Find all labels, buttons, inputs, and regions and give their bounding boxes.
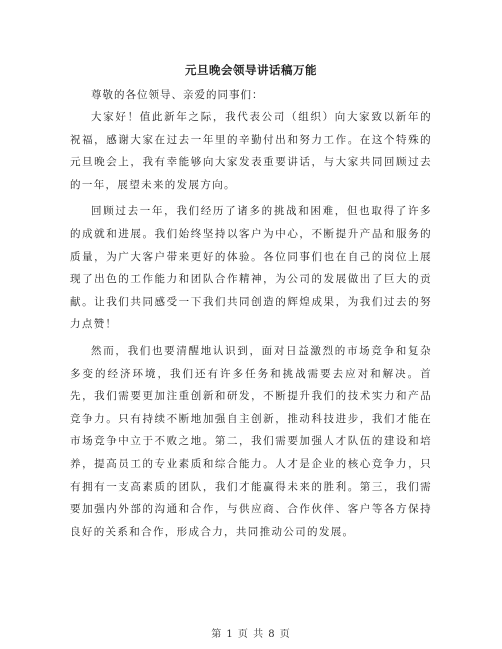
paragraph-3: 然而，我们也要清醒地认识到，面对日益激烈的市场竞争和复杂多变的经济环境，我们还有许多任务和挑战需要去应对和解决。首先，我们需要更加注重创新和研发，不断提升我们的技术实力和产品竞争力。只有持续不断地加强自主创新，推动科技进步，我们才能在市场竞争中立于不败之地。第二，我们需要加强人才队伍的建设和培养，提高员工的专业素质和综合能力。人才是企业的核心竞争力，只有拥有一支高素质的团队，我们才能赢得未来的胜利。第三，我们需要加强内外部的沟通和合作，与供应商、合作伙伴、客户等各方保持良好的关系和合作，形成合力，共同推动公司的发展。 — [70, 344, 432, 538]
paragraph-2: 回顾过去一年，我们经历了诸多的挑战和困难，但也取得了许多的成就和进展。我们始终坚持以客户为中心，不断提升产品和服务的质量，为广大客户带来更好的体验。各位同事们也在自己的岗位上展现了出色的工作能力和团队合作精神，为公司的发展做出了巨大的贡献。让我们共同感受一下我们共同创造的辉煌成果，为我们过去的努力点赞！ — [70, 205, 432, 331]
salutation: 尊敬的各位领导、亲爱的同事们： — [91, 89, 264, 101]
page-number-footer: 第 1 页 共 8 页 — [211, 629, 291, 640]
paragraph-1: 大家好！值此新年之际，我代表公司（组织）向大家致以新年的祝福，感谢大家在过去一年里的辛勤付出和努力工作。在这个特殊的元旦晚会上，我有幸能够向大家发表重要讲话，与大家共同回顾过去的一年，展望未来的发展方向。 — [70, 111, 432, 191]
document-title: 元旦晚会领导讲话稿万能 — [185, 63, 317, 77]
